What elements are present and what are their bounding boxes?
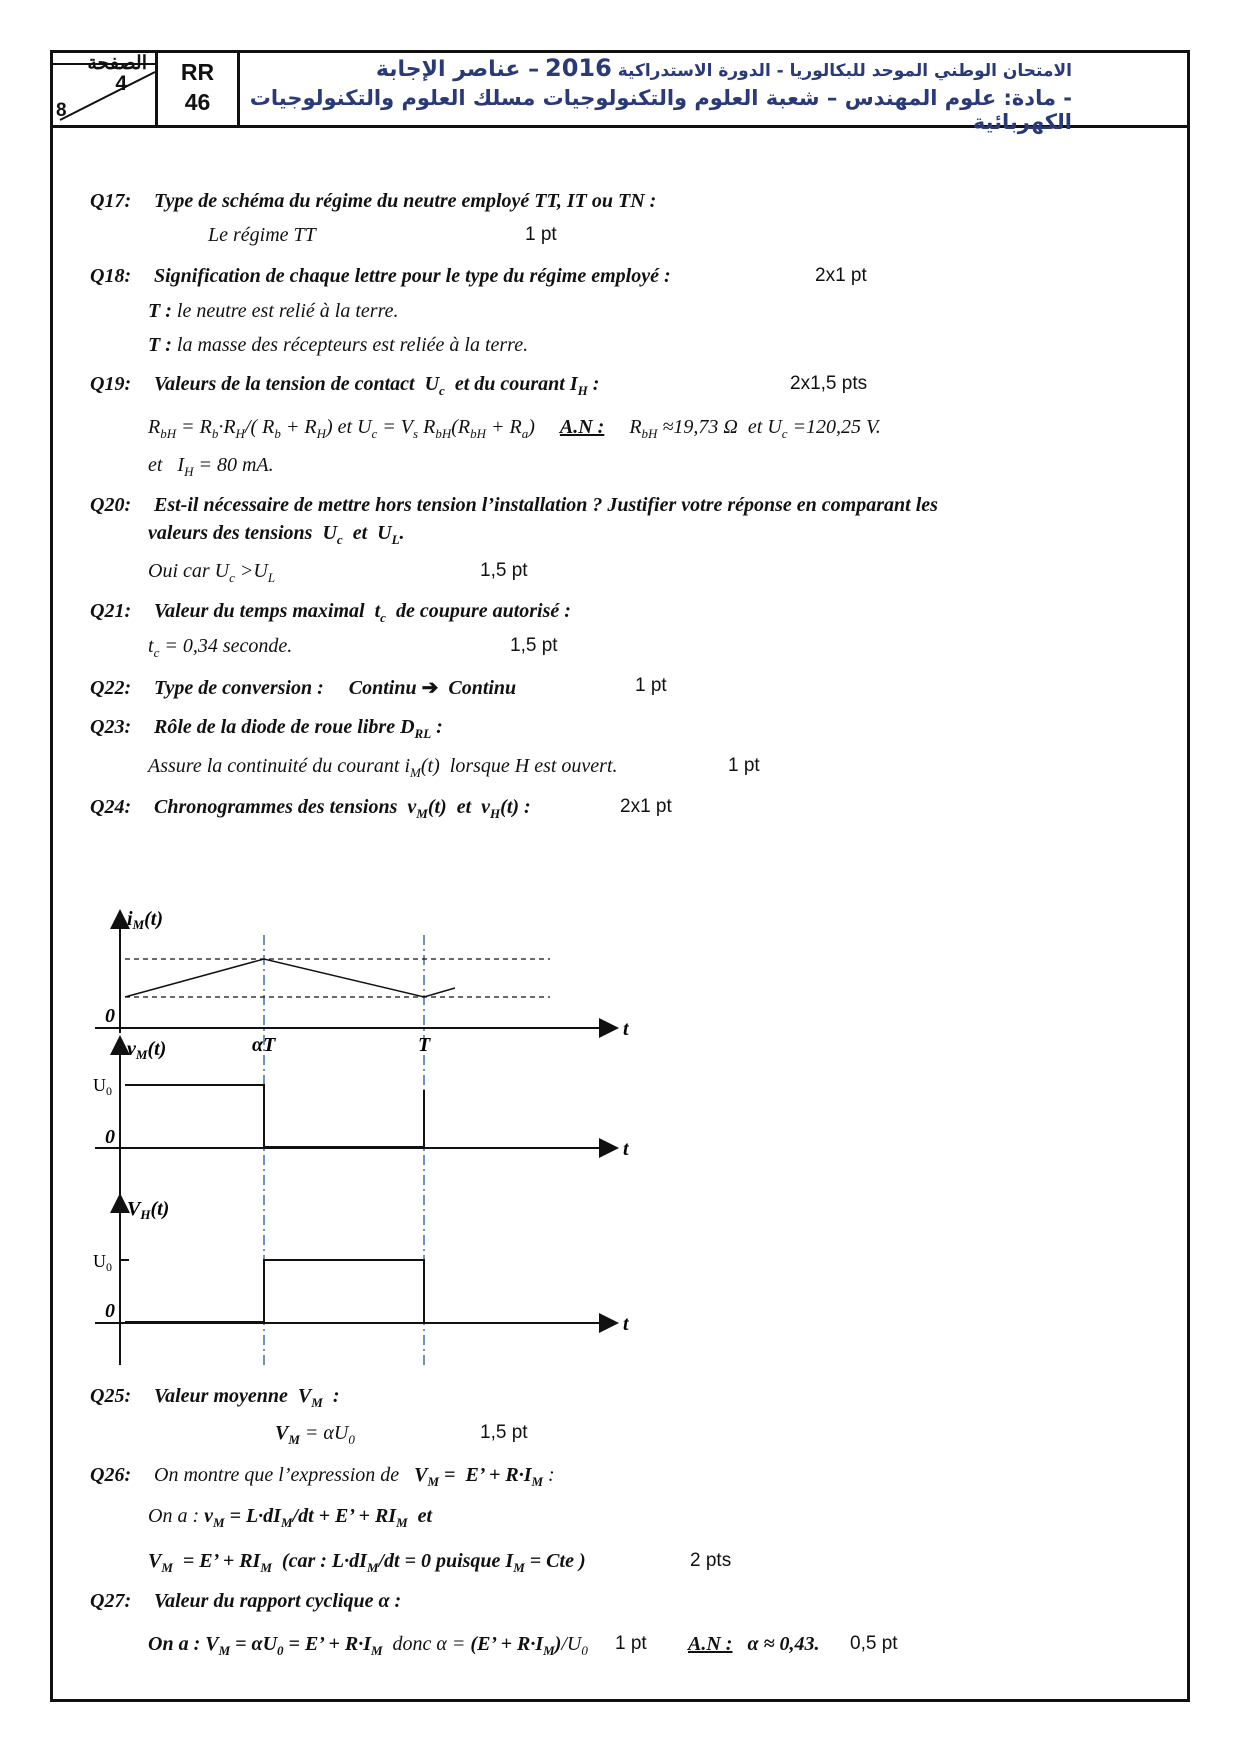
title-pre: الامتحان الوطني الموحد للبكالوريا - الدورة الاستدراكية bbox=[617, 61, 1072, 81]
q26-num: Q26: bbox=[90, 1464, 132, 1486]
im-label: $i_M(t)$ bbox=[127, 908, 164, 932]
q18-meaning-2: la masse des récepteurs est reliée à la terre. bbox=[176, 334, 529, 356]
q18-letter-2: T : bbox=[148, 334, 172, 356]
page-number-box bbox=[50, 50, 158, 125]
q17-question bbox=[90, 190, 656, 213]
q27-num: Q27: bbox=[90, 1590, 132, 1612]
q25-question: Q25: Valeur moyenne $V_M$ : bbox=[90, 1385, 340, 1410]
q17-text: Type de schéma du régime du neutre employé TT, IT ou TN : bbox=[154, 190, 657, 212]
vm-label: $v_M(t)$ bbox=[127, 1038, 167, 1062]
q19-text: Valeurs de la tension de contact bbox=[154, 373, 415, 395]
q26-line-1: On a : $v_M = L\cdot dI_M/dt + E$’ + $RI_M$ et bbox=[148, 1505, 433, 1530]
q27-on-a: On a : bbox=[148, 1633, 201, 1655]
q26-note-c: = Cte ) bbox=[529, 1550, 586, 1572]
q20-question bbox=[90, 494, 1090, 517]
q20-answer: Oui car $U_c >U_L$ bbox=[148, 560, 276, 585]
q19-ih-value: = 80 mA. bbox=[198, 454, 274, 476]
q18-question bbox=[90, 265, 671, 288]
vm-zero: 0 bbox=[105, 1126, 115, 1148]
q27-points-1: 1 pt bbox=[615, 1633, 647, 1654]
q17-num: Q17: bbox=[90, 190, 132, 212]
q25-points: 1,5 pt bbox=[480, 1422, 528, 1443]
vh-u0: $U_0$ bbox=[93, 1251, 112, 1274]
q20-points: 1,5 pt bbox=[480, 560, 528, 581]
q22-points: 1 pt bbox=[635, 675, 667, 696]
q19-ih: et $I_H = 80$ mA. bbox=[148, 454, 274, 479]
q19-formula: $R_{bH} = R_b\cdot R_H/$( $R_b + R_H$) et $U_c = V_s$ $R_{bH}(R_{bH} + R_a)$ A.N : $R_{bH} \approx 19,73$ Ω et $U_c =120,25$ V. bbox=[148, 416, 881, 441]
q22-to: Continu bbox=[448, 677, 517, 699]
im-t-label: t bbox=[623, 1018, 629, 1040]
q20-text-2: valeurs des tensions bbox=[148, 522, 313, 544]
q22-num: Q22: bbox=[90, 677, 132, 699]
title-post: – عناصر الإجابة bbox=[375, 57, 540, 82]
q23-text: Rôle de la diode de roue libre bbox=[154, 716, 396, 738]
q21-answer: $t_c = 0,34$ seconde. bbox=[148, 635, 293, 660]
q19-rbh-value: ≈19,73 Ω bbox=[662, 416, 738, 438]
vh-label: $V_H(t)$ bbox=[127, 1198, 170, 1222]
q27-an bbox=[688, 1633, 820, 1656]
q19-points: 2x1,5 pts bbox=[790, 373, 868, 394]
vh-t-label: t bbox=[623, 1313, 629, 1335]
code-line-1: RR bbox=[180, 59, 215, 85]
im-zero: 0 bbox=[105, 1005, 115, 1027]
title-line-1 bbox=[240, 54, 1072, 82]
title-line-2: - مادة: علوم المهندس – شعبة العلوم والتكنولوجيات مسلك العلوم والتكنولوجيات الكهربائية bbox=[249, 86, 1072, 134]
exam-title bbox=[240, 50, 1190, 134]
q24-text: Chronogrammes des tensions bbox=[154, 796, 398, 818]
q24-question: Q24: Chronogrammes des tensions $v_M(t)$ et $v_H(t)$ : bbox=[90, 796, 531, 821]
q26-line-2: $V_M = E$’ + $RI_M$ (car : $L\cdot dI_M/dt = 0$ puisque $I_M$ = Cte ) bbox=[148, 1550, 586, 1575]
q25-num: Q25: bbox=[90, 1385, 132, 1407]
im-waveform bbox=[125, 959, 455, 997]
q26-note-b: /dt = 0 puisque I bbox=[378, 1550, 514, 1572]
q21-points: 1,5 pt bbox=[510, 635, 558, 656]
q23-points: 1 pt bbox=[728, 755, 760, 776]
q22-question bbox=[90, 675, 516, 700]
q20-num: Q20: bbox=[90, 494, 132, 516]
q20-question-2: valeurs des tensions $U_c$ et $U_L$. bbox=[148, 522, 405, 547]
page-num: 4 bbox=[115, 72, 127, 95]
q18-num: Q18: bbox=[90, 265, 132, 287]
q18-letter-1: T : bbox=[148, 300, 172, 322]
code-line-2: 46 bbox=[184, 89, 211, 115]
q21-text: Valeur du temps maximal bbox=[154, 600, 365, 622]
q20-text: Est-il nécessaire de mettre hors tension l’installation ? Justifier votre réponse en comparant les bbox=[154, 494, 938, 516]
q23-question: Q23: Rôle de la diode de roue libre $D_{RL}$ : bbox=[90, 716, 443, 741]
q25-text: Valeur moyenne bbox=[154, 1385, 288, 1407]
q17-answer: Le régime TT bbox=[208, 224, 316, 246]
q18-line-2 bbox=[148, 334, 528, 357]
q18-text: Signification de chaque lettre pour le type du régime employé : bbox=[154, 265, 671, 287]
q21-answer-text: = 0,34 seconde. bbox=[164, 635, 293, 657]
page-frame bbox=[50, 50, 1190, 1702]
q23-answer-a: Assure la continuité du courant bbox=[148, 755, 400, 777]
q27-answer: On a : $V_M = \alpha U_0 = E$’ + $R\cdot I_M$ donc α = (E’ + $R\cdot I_M)/U_0$ bbox=[148, 1633, 588, 1658]
aT-label: αT bbox=[252, 1034, 276, 1056]
q26-points: 2 pts bbox=[690, 1550, 732, 1571]
q26-text: On montre que l’expression de bbox=[154, 1464, 400, 1486]
q18-points: 2x1 pt bbox=[815, 265, 867, 286]
q27-points-2: 0,5 pt bbox=[850, 1633, 898, 1654]
q27-an-label: A.N : bbox=[688, 1633, 733, 1655]
title-year: 2016 bbox=[545, 54, 612, 82]
page-label: الصفحة bbox=[87, 53, 147, 74]
T-label: T bbox=[418, 1034, 431, 1056]
q26-note-a: (car : L·dI bbox=[281, 1550, 367, 1572]
q19-uc-value: =120,25 V. bbox=[792, 416, 881, 438]
q18-meaning-1: le neutre est relié à la terre. bbox=[176, 300, 399, 322]
header bbox=[50, 50, 1190, 134]
q25-answer: $V_M = \alpha U_0$ bbox=[275, 1422, 355, 1447]
q21-text-b: de coupure autorisé : bbox=[395, 600, 571, 622]
q22-from: Continu bbox=[348, 677, 417, 699]
exam-code bbox=[158, 50, 240, 125]
chronogram-chart bbox=[85, 905, 645, 1365]
q27-question bbox=[90, 1590, 401, 1613]
q23-answer-b: lorsque H est ouvert. bbox=[449, 755, 618, 777]
page-total: 8 bbox=[56, 100, 67, 121]
vh-waveform bbox=[125, 1260, 424, 1322]
q26-question: Q26: On montre que l’expression de $V_M = E$’ + $R\cdot I_M$ : bbox=[90, 1464, 555, 1489]
q27-donc: donc α = bbox=[392, 1633, 466, 1655]
q19-question: Q19: Valeurs de la tension de contact $U_c$ et du courant $I_H$ : bbox=[90, 373, 600, 398]
q21-num: Q21: bbox=[90, 600, 132, 622]
q18-line-1 bbox=[148, 300, 399, 323]
q19-num: Q19: bbox=[90, 373, 132, 395]
q23-answer: Assure la continuité du courant $i_M(t)$ lorsque H est ouvert. bbox=[148, 755, 618, 780]
vm-t-label: t bbox=[623, 1138, 629, 1160]
q21-question: Q21: Valeur du temps maximal $t_c$ de coupure autorisé : bbox=[90, 600, 571, 625]
vm-waveform bbox=[125, 1085, 424, 1147]
q23-num: Q23: bbox=[90, 716, 132, 738]
q25-formula: = αU bbox=[304, 1422, 349, 1444]
q27-alpha-value: α ≈ 0,43. bbox=[747, 1633, 820, 1655]
vm-u0: $U_0$ bbox=[93, 1075, 112, 1098]
q17-points: 1 pt bbox=[525, 224, 557, 245]
q24-num: Q24: bbox=[90, 796, 132, 818]
q22-text: Type de conversion : bbox=[154, 677, 324, 699]
q27-text: Valeur du rapport cyclique α : bbox=[154, 1590, 402, 1612]
q24-points: 2x1 pt bbox=[620, 796, 672, 817]
q20-answer-text: Oui car bbox=[148, 560, 210, 582]
q19-an-label: A.N : bbox=[559, 416, 605, 438]
q26-on-a: On a : bbox=[148, 1505, 200, 1527]
vh-zero: 0 bbox=[105, 1300, 115, 1322]
arrow-right-icon: ➔ bbox=[421, 677, 439, 699]
